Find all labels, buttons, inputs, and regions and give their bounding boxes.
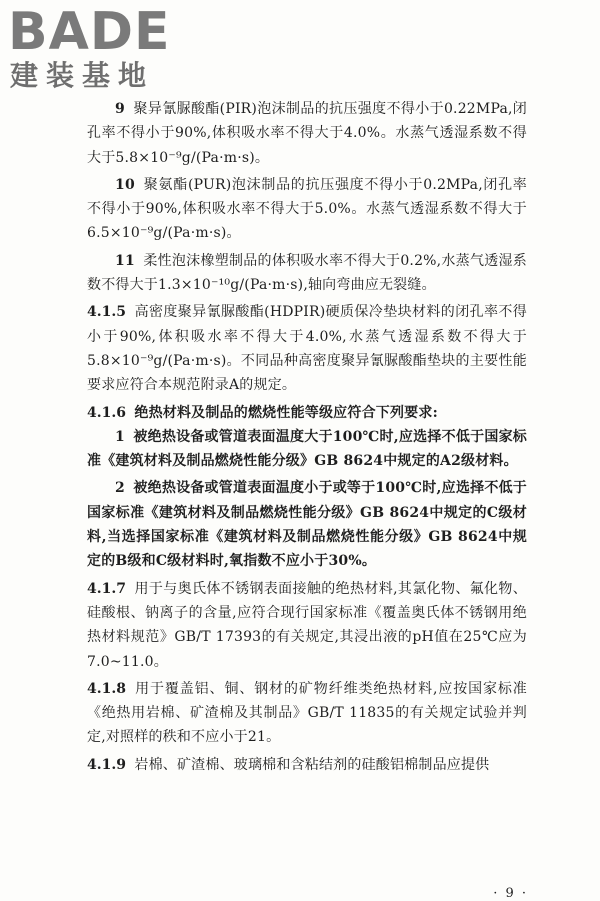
logo-subtitle: 建装基地 xyxy=(10,59,155,92)
clause-number: 4.1.6 xyxy=(87,404,126,421)
clause-4-1-6-item-2 xyxy=(87,476,527,573)
item-text: 聚氨酯(PUR)泡沫制品的抗压强度不得小于0.2MPa,闭孔率不得小于90%,体积吸水率不得大于5.0%。水蒸气透湿系数不得大于6.5×10⁻⁹g/(Pa·m·s)。 xyxy=(87,176,527,242)
item-number: 1 xyxy=(115,428,125,445)
clause-text: 高密度聚异氰脲酸酯(HDPIR)硬质保冷垫块材料的闭孔率不得小于90%,体积吸水率不得大于4.0%,水蒸气透湿系数不得大于5.8×10⁻⁹g/(Pa·m·s)。不同品种高密度聚异氰脲酸酯垫块的主要性能要求应符合本规范附录A的规定。 xyxy=(87,304,527,394)
clause-4-1-7 xyxy=(87,577,527,674)
list-item-10 xyxy=(87,173,527,246)
clause-number: 4.1.8 xyxy=(87,680,126,697)
clause-4-1-5 xyxy=(87,300,527,397)
clause-number: 4.1.9 xyxy=(87,756,126,773)
item-text: 柔性泡沫橡塑制品的体积吸水率不得大于0.2%,水蒸气透湿系数不得大于1.3×10⁻¹⁰g/(Pa·m·s),轴向弯曲应无裂缝。 xyxy=(87,252,527,294)
clause-4-1-6 xyxy=(87,401,527,425)
item-number: 9 xyxy=(115,101,125,117)
clause-text: 岩棉、矿渣棉、玻璃棉和含粘结剂的硅酸铝棉制品应提供 xyxy=(134,756,490,773)
page-number: · 9 · xyxy=(493,886,528,901)
item-number: 2 xyxy=(115,480,125,497)
clause-number: 4.1.5 xyxy=(87,304,126,321)
clause-text: 绝热材料及制品的燃烧性能等级应符合下列要求: xyxy=(134,404,438,421)
watermark-logo xyxy=(8,2,178,94)
clause-text: 用于与奥氏体不锈钢表面接触的绝热材料,其氯化物、氟化物、硅酸根、钠离子的含量,应符合现行国家标准《覆盖奥氏体不锈钢用绝热材料规范》GB/T 17393的有关规定,其浸出液的pH值在25℃应为7.0~11.0。 xyxy=(87,580,527,670)
item-text: 聚异氰脲酸酯(PIR)泡沫制品的抗压强度不得小于0.22MPa,闭孔率不得小于90%,体积吸水率不得大于4.0%。水蒸气透湿系数不得大于5.8×10⁻⁹g/(Pa·m·s)。 xyxy=(87,101,527,166)
item-number: 10 xyxy=(115,176,135,193)
clause-4-1-6-item-1 xyxy=(87,425,527,474)
clause-4-1-8 xyxy=(87,677,527,750)
item-number: 11 xyxy=(115,252,135,269)
list-item-11 xyxy=(87,249,527,298)
clause-text: 用于覆盖铝、铜、钢材的矿物纤维类绝热材料,应按国家标准《绝热用岩棉、矿渣棉及其制品》GB/T 11835的有关规定试验并判定,对照样的秩和不应小于21。 xyxy=(87,680,527,746)
logo-brand: BADE xyxy=(8,2,171,62)
document-body xyxy=(87,97,527,777)
clause-number: 4.1.7 xyxy=(87,580,126,597)
item-text: 被绝热设备或管道表面温度小于或等于100℃时,应选择不低于国家标准《建筑材料及制品燃烧性能分级》GB 8624中规定的C级材料,当选择国家标准《建筑材料及制品燃烧性能分级》GB 8624中规定的B级和C级材料时,氧指数不应小于30%。 xyxy=(87,480,527,570)
item-text: 被绝热设备或管道表面温度大于100℃时,应选择不低于国家标准《建筑材料及制品燃烧性能分级》GB 8624中规定的A2级材料。 xyxy=(87,428,527,470)
list-item-9 xyxy=(87,97,527,170)
clause-4-1-9 xyxy=(87,753,527,777)
